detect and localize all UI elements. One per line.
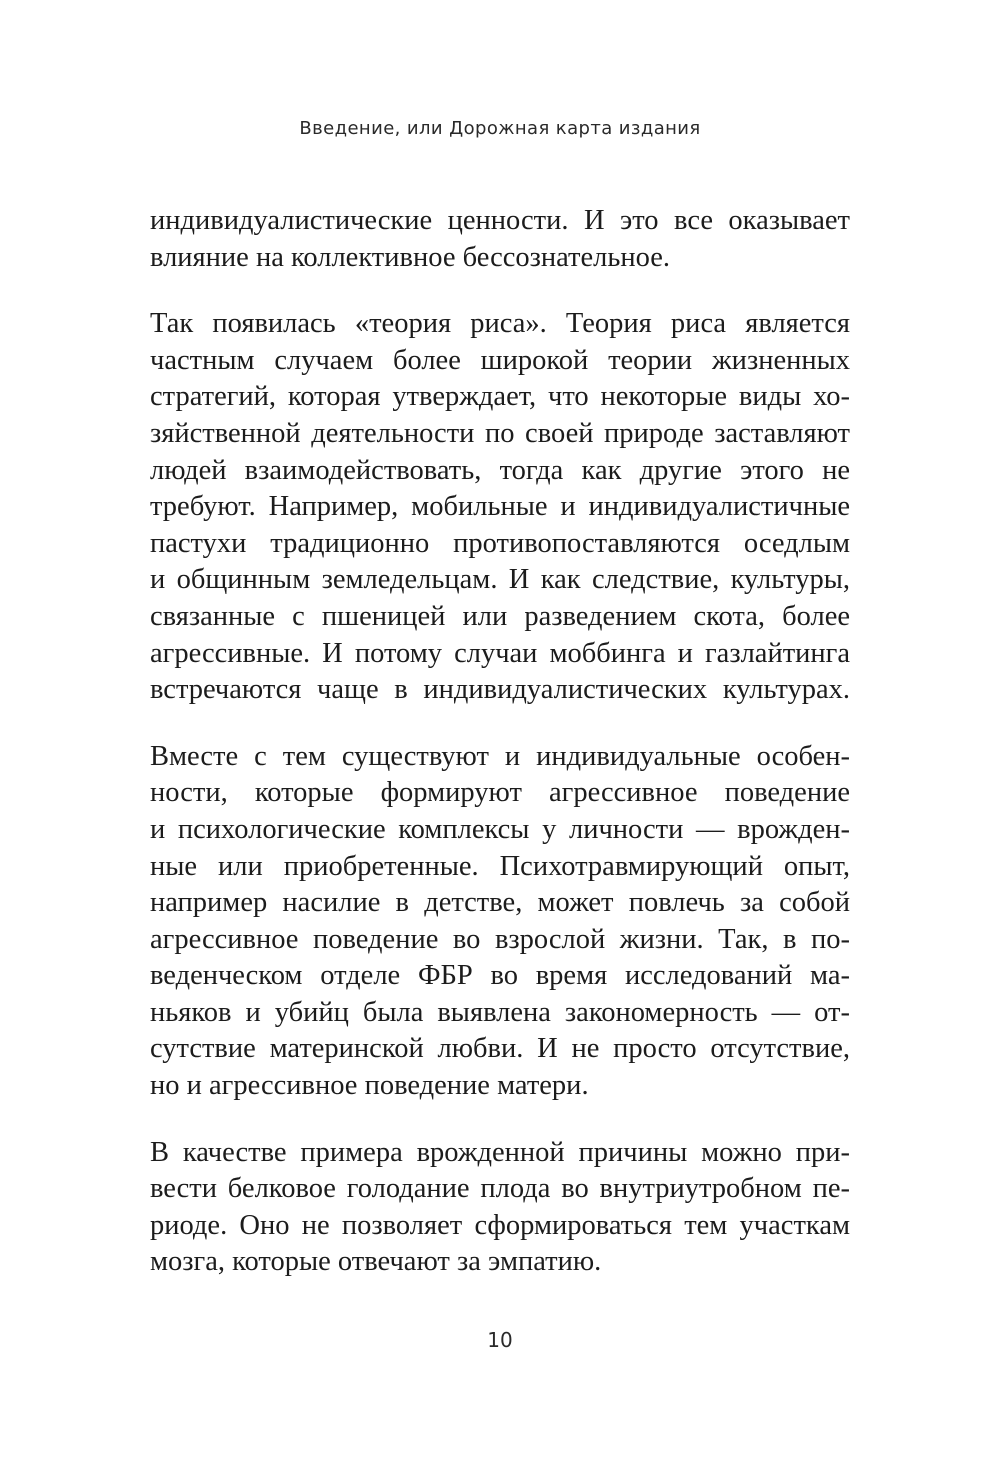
running-header: Введение, или Дорожная карта издания <box>299 118 701 139</box>
text-line: и психологические комплексы у личности — врожден- <box>150 813 850 845</box>
text-line: требуют. Например, мобильные и индивидуалистичные <box>150 491 850 523</box>
text-line: агрессивные. И потому случаи моббинга и газлайтинга <box>150 637 850 669</box>
paragraph-3 <box>150 739 850 1105</box>
body-text <box>150 203 850 1311</box>
text-line: веденческом отделе ФБР во время исследований ма- <box>150 960 850 992</box>
text-line: зяйственной деятельности по своей природе заставляют <box>150 417 850 449</box>
text-line: ные или приобретенные. Психотравмирующий опыт, <box>150 850 850 882</box>
text-line: В качестве примера врожденной причины можно при- <box>150 1136 850 1168</box>
text-line: агрессивное поведение во взрослой жизни. Так, в по- <box>150 923 850 955</box>
text-line: ности, которые формируют агрессивное поведение <box>150 777 850 809</box>
text-line: риоде. Оно не позволяет сформироваться тем участкам <box>150 1209 850 1241</box>
text-line: индивидуалистические ценности. И это все оказывает <box>150 205 850 236</box>
text-line: частным случаем более широкой теории жизненных <box>150 344 850 376</box>
text-line: Так появилась «теория риса». Теория риса является <box>150 308 850 340</box>
text-line: сутствие материнской любви. И не просто отсутствие, <box>150 1033 850 1065</box>
text-line: влияние на коллективное бессознательное. <box>150 241 670 273</box>
text-line: связанные с пшеницей или разведением скота, более <box>150 600 850 632</box>
text-line: людей взаимодействовать, тогда как другие этого не <box>150 454 850 486</box>
text-line: стратегий, которая утверждает, что некоторые виды хо- <box>150 381 850 413</box>
paragraph-4 <box>150 1135 850 1281</box>
paragraph-2 <box>150 306 850 709</box>
paragraph-1 <box>150 203 850 276</box>
text-line: вести белковое голодание плода во внутриутробном пе- <box>150 1173 850 1205</box>
page-number: 10 <box>487 1328 513 1352</box>
text-line: ньяков и убийц была выявлена закономерность — от- <box>150 996 850 1028</box>
text-line: мозга, которые отвечают за эмпатию. <box>150 1246 602 1278</box>
text-line: Вместе с тем существуют и индивидуальные особен- <box>150 740 850 772</box>
text-line: пастухи традиционно противопоставляются оседлым <box>150 527 850 559</box>
text-line: и общинным земледельцам. И как следствие, культуры, <box>150 564 850 596</box>
text-line: например насилие в детстве, может повлечь за собой <box>150 887 850 919</box>
text-line: но и агрессивное поведение матери. <box>150 1070 589 1102</box>
text-line: встречаются чаще в индивидуалистических культурах. <box>150 674 850 706</box>
